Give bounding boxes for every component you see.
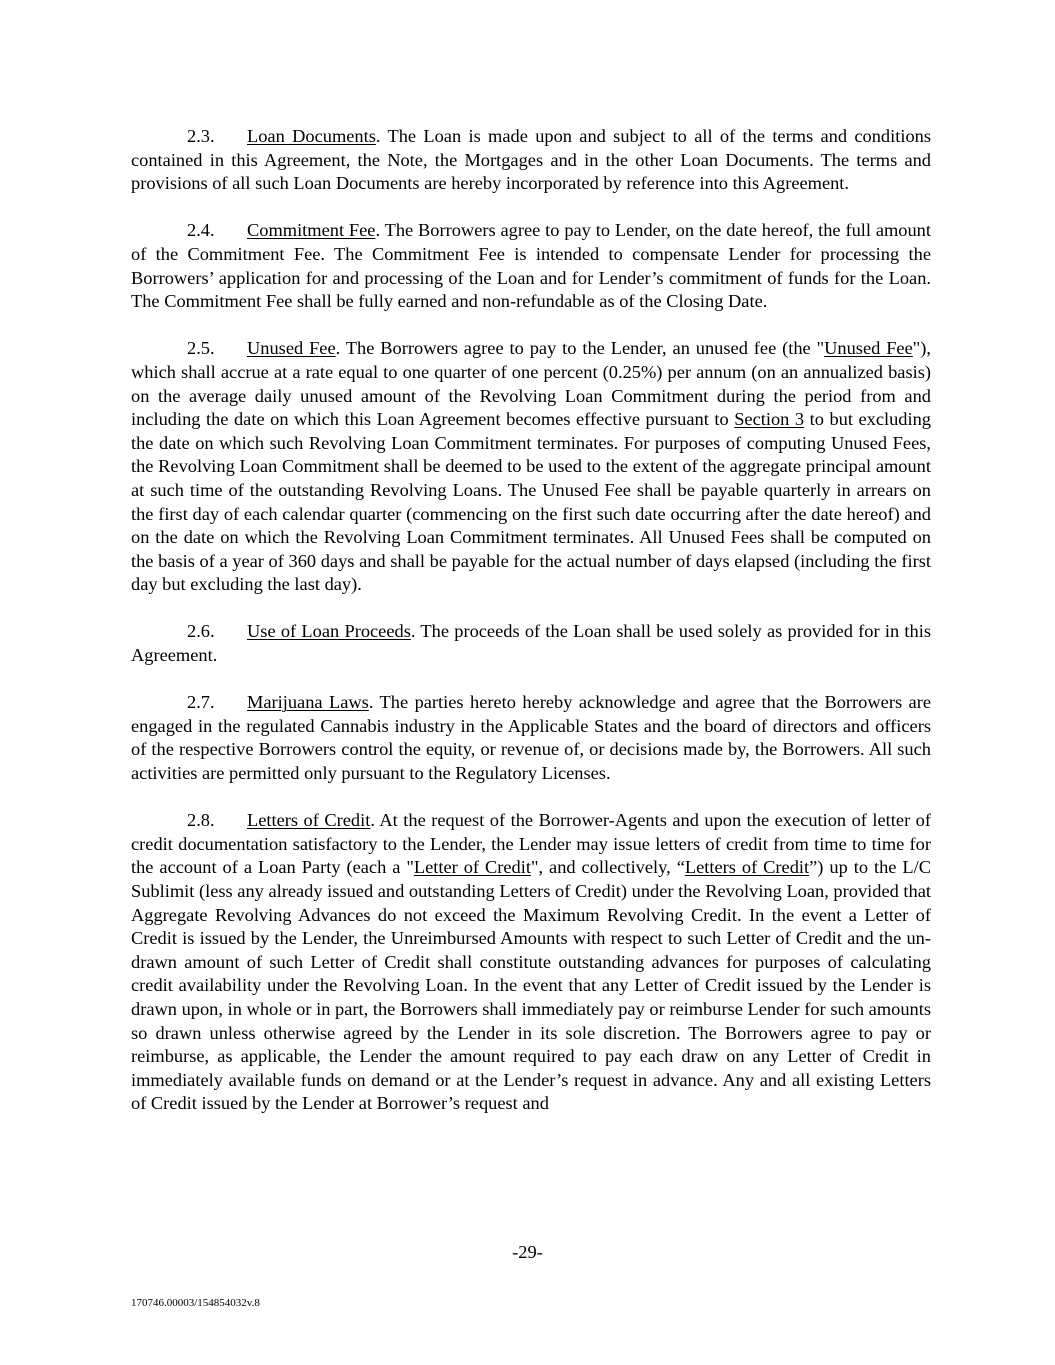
section-text: . The parties hereto hereby acknowledge and agree that the Borrowers are engaged in the regulated Cannabis industry in the Applicable States and the board of directors and officers of the respective Borrowers control the equity, or revenue of, or decisions made by, the Borrowers. All such activities are permitted only pursuant to the Regulatory Licenses.: [131, 692, 931, 784]
section-text: ", and collectively, “: [530, 857, 685, 878]
section-heading: Marijuana Laws: [247, 692, 369, 713]
section-heading: Use of Loan Proceeds: [247, 621, 411, 642]
section-2-8: [131, 809, 931, 1116]
section-2-7: [131, 691, 931, 785]
section-text: ”) up to the L/C Sublimit (less any already issued and outstanding Letters of Credit) under the Revolving Loan, provided that Aggregate Revolving Advances do not exceed the Maximum Revolving Credit. In the event a Letter of Credit is issued by the Lender, the Unreimbursed Amounts with respect to such Letter of Credit and the un-drawn amount of such Letter of Credit shall constitute outstanding advances for purposes of calculating credit availability under the Revolving Loan. In the event that any Letter of Credit issued by the Lender is drawn upon, in whole or in part, the Borrowers shall immediately pay or reimburse Lender for such amounts so drawn unless otherwise agreed by the Lender in its sole discretion. The Borrowers agree to pay or reimburse, as applicable, the Lender the amount required to pay each draw on any Letter of Credit in immediately available funds on demand or at the Lender’s request in advance. Any and all existing Letters of Credit issued by the Lender at Borrower’s request and: [131, 857, 932, 1114]
page-number: -29-: [512, 1242, 543, 1262]
section-number: 2.8.: [187, 810, 215, 831]
section-text: . At the request of the Borrower-Agents and upon the execution of letter of credit documentation satisfactory to the Lender, the Lender may issue letters of credit from time to time for the account of a Loan Party (each a ": [131, 810, 931, 878]
section-heading: Letters of Credit: [247, 810, 371, 831]
section-reference: Section 3: [734, 409, 805, 430]
section-text: . The Borrowers agree to pay to the Lender, an unused fee (the ": [335, 338, 825, 359]
section-number: 2.6.: [187, 621, 215, 642]
section-2-6: [131, 620, 931, 667]
defined-term: Unused Fee: [824, 338, 913, 359]
section-text: . The proceeds of the Loan shall be used solely as provided for in this Agreement.: [131, 621, 931, 666]
defined-term: Letter of Credit: [413, 857, 531, 878]
document-body: [131, 125, 931, 1140]
section-number: 2.5.: [187, 338, 215, 359]
section-text: . The Loan is made upon and subject to all of the terms and conditions contained in this Agreement, the Note, the Mortgages and in the other Loan Documents. The terms and provisions of all such Loan Documents are hereby incorporated by reference into this Agreement.: [131, 126, 931, 194]
section-text: "), which shall accrue at a rate equal to one quarter of one percent (0.25%) per annum (on an annualized basis) on the average daily unused amount of the Revolving Loan Commitment during the period from and including the date on which this Loan Agreement becomes effective pursuant to: [131, 338, 931, 430]
section-heading: Commitment Fee: [247, 220, 376, 241]
section-heading: Loan Documents: [247, 126, 376, 146]
section-number: 2.3.: [187, 126, 215, 146]
section-2-5: [131, 337, 931, 597]
section-text: . The Borrowers agree to pay to Lender, on the date hereof, the full amount of the Commitment Fee. The Commitment Fee is intended to compensate Lender for processing the Borrowers’ application for and processing of the Loan and for Lender’s commitment of funds for the Loan. The Commitment Fee shall be fully earned and non-refundable as of the Closing Date.: [131, 220, 931, 312]
section-text: to but excluding the date on which such Revolving Loan Commitment terminates. For purposes of computing Unused Fees, the Revolving Loan Commitment shall be deemed to be used to the extent of the aggregate principal amount at such time of the outstanding Revolving Loans. The Unused Fee shall be payable quarterly in arrears on the first day of each calendar quarter (commencing on the first such date occurring after the date hereof) and on the date on which the Revolving Loan Commitment terminates. All Unused Fees shall be computed on the basis of a year of 360 days and shall be payable for the actual number of days elapsed (including the first day but excluding the last day).: [131, 409, 931, 595]
section-heading: Unused Fee: [247, 338, 336, 359]
document-id: 170746.00003/154854032v.8: [131, 1297, 260, 1309]
section-2-4: [131, 219, 931, 313]
section-number: 2.4.: [187, 220, 215, 241]
defined-term: Letters of Credit: [684, 857, 810, 878]
section-2-3: [131, 125, 931, 196]
section-number: 2.7.: [187, 692, 215, 713]
